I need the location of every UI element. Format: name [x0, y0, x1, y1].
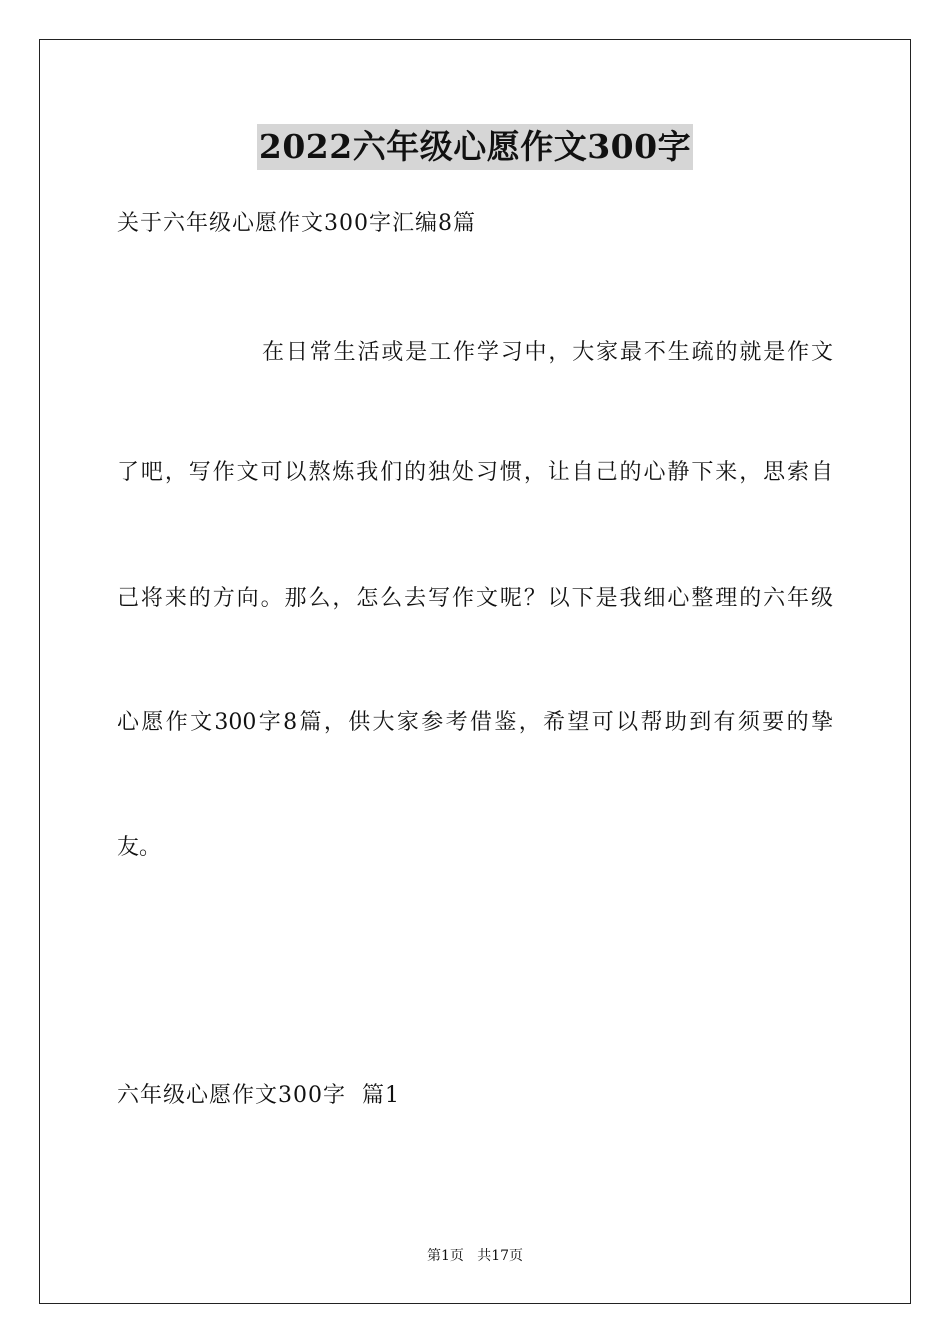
document-title: 2022六年级心愿作文300字: [257, 124, 693, 170]
intro-line-3: 己将来的方向。那么，怎么去写作文呢？以下是我细心整理的六年级: [117, 586, 833, 611]
intro-line-2: 了吧，写作文可以熬炼我们的独处习惯，让自己的心静下来，思索自: [117, 460, 833, 485]
intro-line-5: 友。: [117, 835, 162, 860]
document-subtitle: 关于六年级心愿作文300字汇编8篇: [117, 211, 476, 236]
intro-line-4: 心愿作文300字8篇，供大家参考借鉴，希望可以帮助到有须要的挚: [117, 710, 833, 735]
page-number-footer: 第1页 共17页: [426, 1248, 524, 1264]
intro-line-1: 在日常生活或是工作学习中，大家最不生疏的就是作文: [262, 340, 833, 365]
section-heading: 六年级心愿作文300字 篇1: [117, 1083, 400, 1108]
title-container: [0, 124, 950, 170]
